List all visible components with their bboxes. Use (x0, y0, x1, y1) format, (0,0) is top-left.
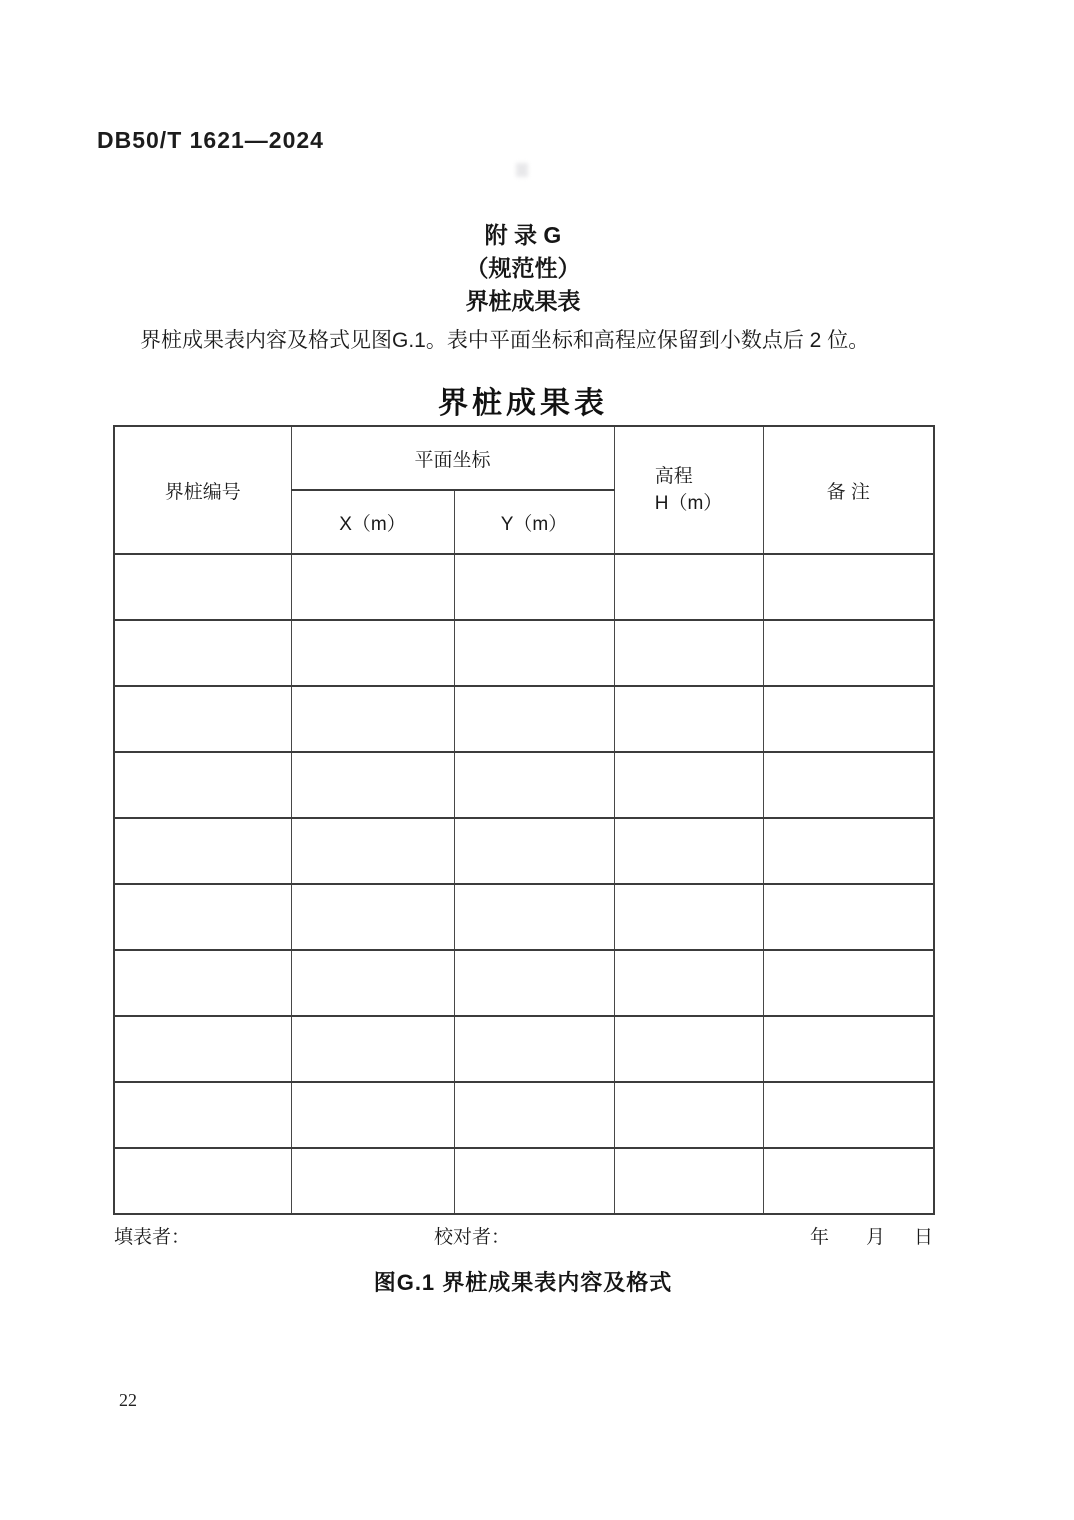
empty-cell (614, 554, 763, 620)
header-cell-y: Y（m） (454, 490, 614, 554)
appendix-title-line3: 界桩成果表 (465, 288, 581, 314)
table-row (114, 1082, 934, 1148)
header-cell-x: X（m） (291, 490, 454, 554)
empty-cell (291, 1082, 454, 1148)
empty-cell (454, 950, 614, 1016)
boundary-marker-form-table (113, 425, 935, 1215)
day-label: 日 (914, 1227, 934, 1248)
figure-caption: 图G.1 界桩成果表内容及格式 (373, 1270, 673, 1295)
table-row (114, 686, 934, 752)
month-label: 月 (866, 1227, 886, 1248)
empty-cell (291, 1148, 454, 1214)
empty-cell (763, 752, 934, 818)
empty-cell (763, 818, 934, 884)
intro-paragraph: 界桩成果表内容及格式见图G.1。表中平面坐标和高程应保留到小数点后 2 位。 (140, 329, 870, 352)
table-row (114, 752, 934, 818)
empty-cell (763, 950, 934, 1016)
empty-cell (114, 1148, 291, 1214)
empty-cell (763, 1016, 934, 1082)
empty-cell (291, 1016, 454, 1082)
table-row (114, 1148, 934, 1214)
empty-cell (614, 884, 763, 950)
elevation-label-line2: H（m） (654, 493, 723, 514)
empty-cell (763, 554, 934, 620)
empty-cell (291, 884, 454, 950)
empty-cell (614, 818, 763, 884)
empty-cell (614, 752, 763, 818)
empty-cell (614, 1082, 763, 1148)
empty-cell (114, 818, 291, 884)
form-table-header (114, 426, 934, 554)
empty-cell (291, 554, 454, 620)
table-row (114, 1016, 934, 1082)
appendix-heading (113, 219, 933, 318)
empty-cell (454, 554, 614, 620)
empty-cell (454, 818, 614, 884)
empty-cell (114, 884, 291, 950)
empty-cell (291, 818, 454, 884)
elevation-label-block (655, 463, 723, 517)
form-footer-line (113, 1222, 933, 1252)
empty-cell (763, 1148, 934, 1214)
empty-cell (114, 686, 291, 752)
empty-cell (114, 1016, 291, 1082)
appendix-title-line2: （规范性） (465, 255, 581, 281)
empty-cell (763, 620, 934, 686)
scan-artifact-dot (516, 163, 528, 177)
empty-cell (454, 1016, 614, 1082)
empty-cell (454, 752, 614, 818)
year-label: 年 (810, 1227, 830, 1248)
empty-cell (614, 686, 763, 752)
table-row (114, 620, 934, 686)
table-row (114, 884, 934, 950)
empty-cell (614, 620, 763, 686)
empty-cell (614, 950, 763, 1016)
standard-code-header: DB50/T 1621—2024 (97, 127, 324, 153)
empty-cell (114, 752, 291, 818)
header-cell-remarks: 备 注 (763, 426, 934, 554)
empty-cell (763, 884, 934, 950)
filled-by-label: 填表者： (114, 1227, 191, 1248)
empty-cell (454, 686, 614, 752)
header-cell-plane-coords: 平面坐标 (291, 426, 614, 490)
empty-cell (763, 686, 934, 752)
empty-cell (114, 950, 291, 1016)
empty-cell (291, 752, 454, 818)
empty-cell (291, 686, 454, 752)
empty-cell (454, 884, 614, 950)
header-row-1 (114, 426, 934, 490)
empty-cell (614, 1016, 763, 1082)
header-cell-elevation (614, 426, 763, 554)
empty-cell (291, 620, 454, 686)
table-row (114, 950, 934, 1016)
table-row (114, 818, 934, 884)
empty-cell (763, 1082, 934, 1148)
empty-cell (454, 1148, 614, 1214)
table-row (114, 554, 934, 620)
form-table-body (114, 554, 934, 1214)
appendix-title-line1: 附 录 G (484, 222, 562, 248)
empty-cell (114, 554, 291, 620)
empty-cell (454, 620, 614, 686)
empty-cell (114, 1082, 291, 1148)
elevation-label-line1: 高程 (654, 466, 693, 487)
empty-cell (454, 1082, 614, 1148)
empty-cell (114, 620, 291, 686)
checked-by-label: 校对者： (434, 1227, 511, 1248)
header-cell-marker-id: 界桩编号 (114, 426, 291, 554)
empty-cell (291, 950, 454, 1016)
form-title: 界桩成果表 (438, 387, 608, 420)
empty-cell (614, 1148, 763, 1214)
page-number: 22 (119, 1390, 137, 1410)
